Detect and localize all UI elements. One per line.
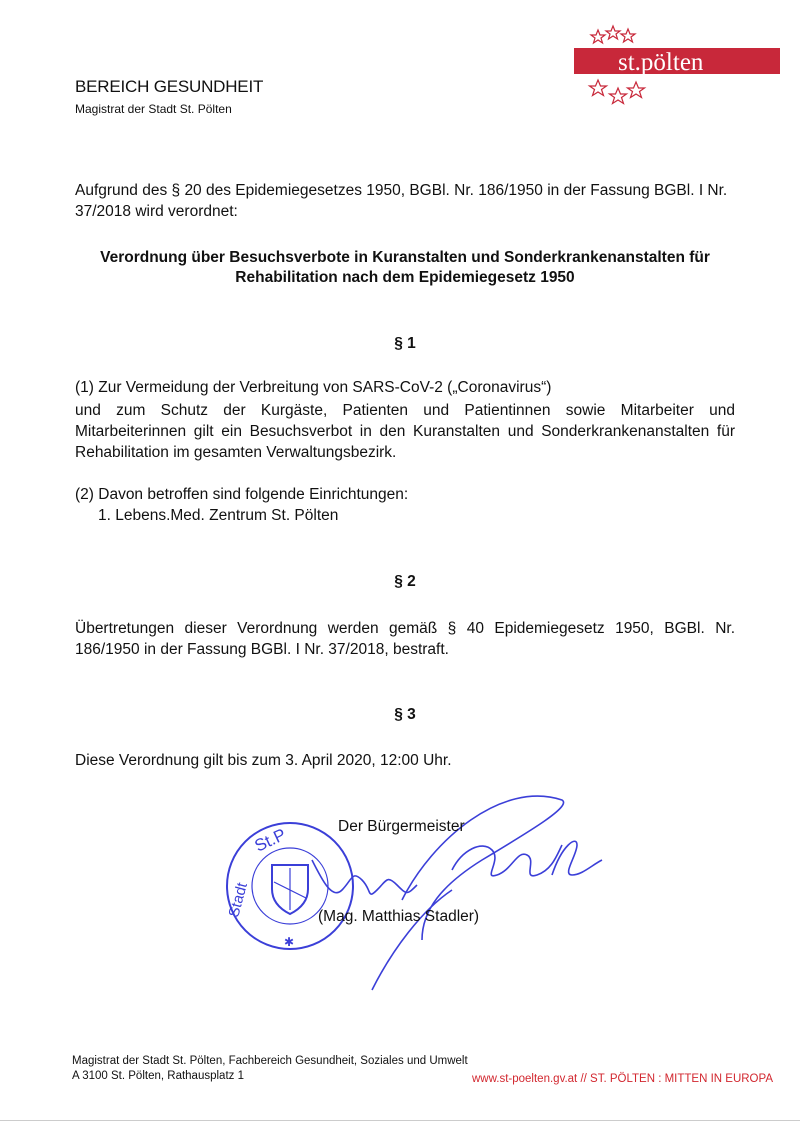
section-1-heading: § 1 xyxy=(394,335,416,352)
star-icon xyxy=(628,82,645,98)
logo-text: st.pölten xyxy=(618,49,704,76)
signature-area xyxy=(222,790,800,1010)
star-icon xyxy=(606,26,620,39)
svg-text:✱: ✱ xyxy=(284,935,295,949)
section-1-para-2: (2) Davon betroffen sind folgende Einrichtungen: xyxy=(75,486,409,503)
signer-name: (Mag. Matthias Stadler) xyxy=(318,908,480,925)
footer-website: www.st-poelten.gv.at // ST. PÖLTEN : MITTEN IN EUROPA xyxy=(472,1073,773,1085)
star-icon xyxy=(610,88,627,104)
intro-paragraph: Aufgrund des § 20 des Epidemiegesetzes 1950, BGBl. Nr. 186/1950 in der Fassung BGBl. I Nr. 37/2018 wird verordnet: xyxy=(75,182,728,220)
official-stamp xyxy=(225,823,353,949)
section-1-para-1-first-line: (1) Zur Vermeidung der Verbreitung von SARS-CoV-2 („Coronavirus“) xyxy=(75,379,552,396)
magistrate-subheading: Magistrat der Stadt St. Pölten xyxy=(75,102,232,116)
facility-list-item: 1. Lebens.Med. Zentrum St. Pölten xyxy=(98,507,339,524)
section-3-text: Diese Verordnung gilt bis zum 3. April 2020, 12:00 Uhr. xyxy=(75,752,452,769)
svg-text:St.P: St.P xyxy=(251,824,289,856)
st-poelten-logo xyxy=(568,20,780,115)
section-2-heading: § 2 xyxy=(394,573,416,590)
section-1-para-1-body: und zum Schutz der Kurgäste, Patienten und Patientinnen sowie Mitarbeiter und Mitarbeiterinnen gilt ein Besuchsverbot in den Kuranstalten und Sonderkrankenanstalten für Rehabilitation im gesamten Verwaltungsbezirk. xyxy=(75,402,735,461)
ordinance-title-line-2: Rehabilitation nach dem Epidemiegesetz 1950 xyxy=(235,269,575,286)
star-icon xyxy=(621,29,635,42)
ordinance-title-line-1: Verordnung über Besuchsverbote in Kuranstalten und Sonderkrankenanstalten für xyxy=(100,249,710,266)
svg-text:Stadt: Stadt xyxy=(225,880,251,920)
section-2-text: Übertretungen dieser Verordnung werden gemäß § 40 Epidemiegesetz 1950, BGBl. Nr. 186/1950 in der Fassung BGBl. I Nr. 37/2018, bestraft. xyxy=(75,620,735,658)
signer-title: Der Bürgermeister xyxy=(338,818,465,835)
section-3-heading: § 3 xyxy=(394,706,416,723)
star-icon xyxy=(591,30,605,43)
star-icon xyxy=(590,80,607,96)
footer-line-2: A 3100 St. Pölten, Rathausplatz 1 xyxy=(72,1070,244,1082)
footer-address xyxy=(72,1054,468,1084)
department-heading: BEREICH GESUNDHEIT xyxy=(75,77,264,96)
footer-line-1: Magistrat der Stadt St. Pölten, Fachbereich Gesundheit, Soziales und Umwelt xyxy=(72,1055,468,1067)
page-edge-divider xyxy=(0,1120,800,1121)
